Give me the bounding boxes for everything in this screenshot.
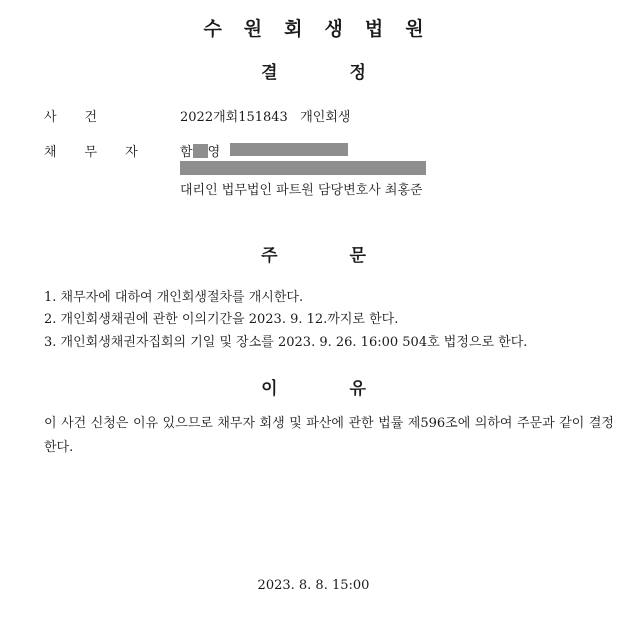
order-item: 2. 개인회생채권에 관한 이의기간을 2023. 9. 12.까지로 한다.	[44, 312, 399, 327]
debtor-name-suffix: 영	[207, 145, 221, 160]
redaction-block	[193, 144, 208, 158]
court-name: 수원회생법원	[203, 18, 446, 40]
order-item: 1. 채무자에 대하여 개인회생절차를 개시한다.	[44, 290, 304, 305]
document-title: 결정	[261, 63, 438, 83]
reason-text: 이 사건 신청은 이유 있으므로 채무자 회생 및 파산에 관한 법률 제596조에 의하여 주문과 같이 결정한다.	[44, 416, 614, 455]
redaction-block	[180, 161, 426, 175]
redaction-block	[230, 143, 348, 156]
debtor-label: 채무자	[44, 145, 166, 160]
decision-date: 2023. 8. 8. 15:00	[257, 578, 370, 593]
debtor-name	[180, 141, 220, 160]
case-number: 2022개회151843 개인회생	[180, 110, 351, 125]
reason-heading: 이유	[261, 379, 438, 399]
order-heading: 주문	[261, 246, 438, 266]
case-label: 사건	[44, 110, 126, 125]
order-item: 3. 개인회생채권자집회의 기일 및 장소를 2023. 9. 26. 16:00 504호 법정으로 한다.	[44, 335, 528, 350]
debtor-name-prefix: 함	[180, 145, 193, 160]
debtor-representative: 대리인 법무법인 파트원 담당변호사 최홍준	[180, 183, 423, 198]
